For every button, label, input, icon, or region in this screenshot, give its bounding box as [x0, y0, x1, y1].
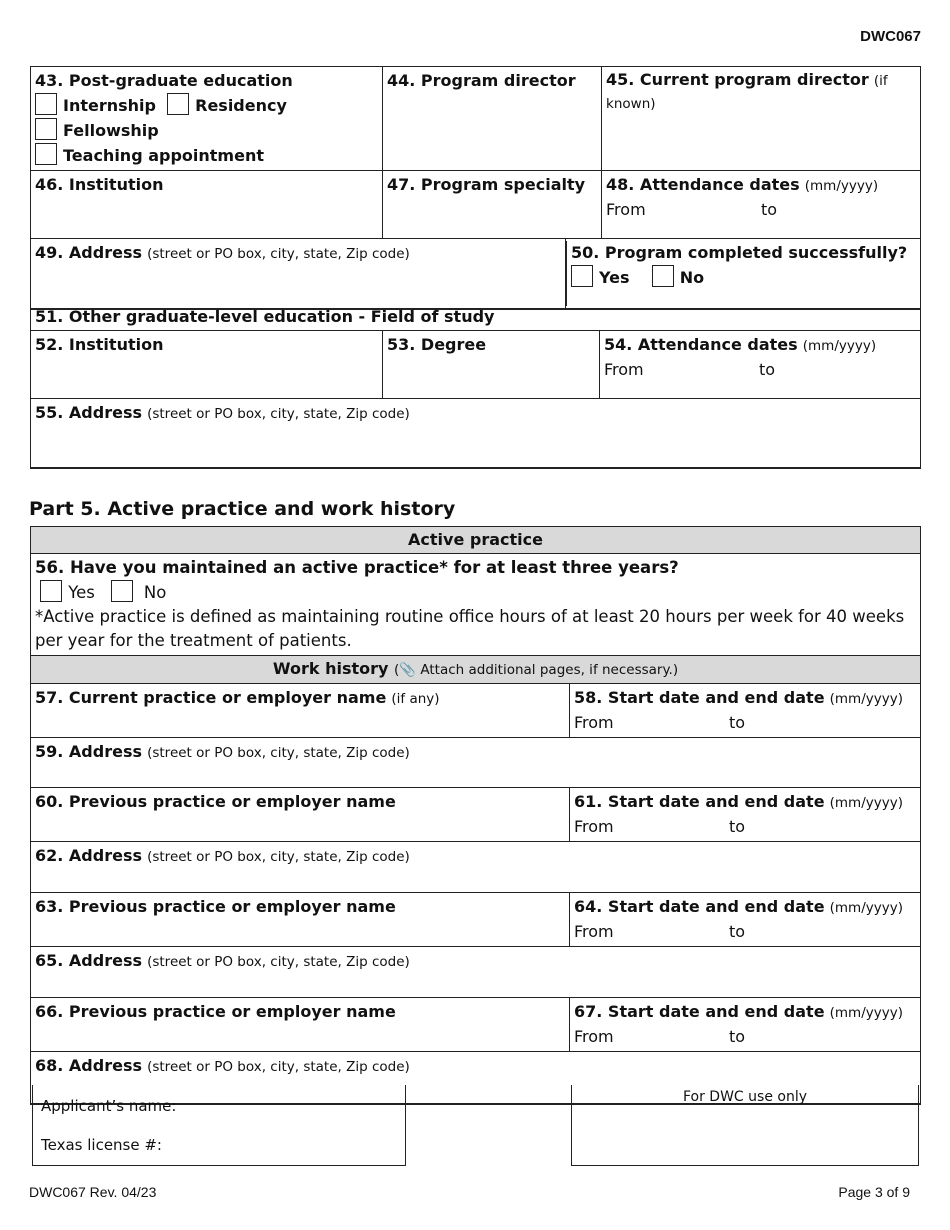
- field-48[interactable]: [602, 171, 921, 239]
- part5-title: Part 5. Active practice and work history: [29, 498, 456, 520]
- field-43: [31, 67, 383, 171]
- field-47[interactable]: [383, 171, 602, 239]
- fellowship-label: Fellowship: [63, 121, 159, 140]
- field-59[interactable]: [31, 738, 921, 788]
- field-58[interactable]: [570, 684, 921, 738]
- field-65-note: (street or PO box, city, state, Zip code): [147, 954, 410, 970]
- field-44-label: 44. Program director: [387, 71, 576, 90]
- field-65[interactable]: [31, 947, 921, 998]
- dwc-use-label: For DWC use only: [682, 1089, 808, 1105]
- field-58-to: to: [729, 713, 746, 732]
- field-55-note: (street or PO box, city, state, Zip code): [147, 406, 410, 422]
- field-59-label: 59. Address: [35, 742, 142, 761]
- field-67-label: 67. Start date and end date: [574, 1002, 825, 1021]
- other-education-table: [30, 304, 921, 469]
- field-66[interactable]: [31, 998, 570, 1052]
- field-61-note: (mm/yyyy): [829, 795, 903, 811]
- license-label: Texas license #:: [41, 1136, 162, 1154]
- dwc-use-box: [571, 1085, 919, 1166]
- field-50: [566, 239, 921, 310]
- field-57-label: 57. Current practice or employer name: [35, 688, 387, 707]
- field-56-note: *Active practice is defined as maintaining routine office hours of at least 20 hours per week for 40 weeks per year for the treatment of patients.: [35, 607, 905, 650]
- paperclip-icon: 📎: [399, 662, 417, 678]
- field-45-note: (if known): [606, 73, 888, 112]
- revision-label: DWC067 Rev. 04/23: [29, 1184, 157, 1200]
- field-54[interactable]: [600, 331, 921, 399]
- field-55[interactable]: [31, 399, 921, 468]
- field-47-label: 47. Program specialty: [387, 175, 586, 194]
- internship-label: Internship: [63, 96, 156, 115]
- field-58-note: (mm/yyyy): [829, 691, 903, 707]
- field-49[interactable]: [31, 239, 566, 310]
- field-63[interactable]: [31, 893, 570, 947]
- field-45-label: 45. Current program director: [606, 70, 869, 89]
- form-number: DWC067: [860, 28, 921, 45]
- work-history-note: Attach additional pages, if necessary.: [420, 662, 673, 678]
- field-67-to: to: [729, 1027, 746, 1046]
- field-46-label: 46. Institution: [35, 175, 164, 194]
- field-61-from: From: [574, 817, 614, 836]
- completed-no-label: No: [679, 268, 705, 287]
- field-64-label: 64. Start date and end date: [574, 897, 825, 916]
- field-53-label: 53. Degree: [387, 335, 487, 354]
- work-history-table: [30, 526, 921, 1105]
- field-58-label: 58. Start date and end date: [574, 688, 825, 707]
- field-67-note: (mm/yyyy): [829, 1005, 903, 1021]
- field-51-label: 51. Other graduate-level education - Field of study: [35, 307, 495, 326]
- active-yes-checkbox[interactable]: [40, 580, 62, 602]
- applicant-name-label: Applicant’s name:: [41, 1097, 177, 1115]
- field-67[interactable]: [570, 998, 921, 1052]
- field-62-label: 62. Address: [35, 846, 142, 865]
- field-54-label: 54. Attendance dates: [604, 335, 798, 354]
- field-48-from: From: [606, 200, 646, 219]
- work-history-header: Work history (📎 Attach additional pages, if necessary.): [31, 656, 921, 684]
- post-graduate-table: [30, 66, 921, 310]
- residency-checkbox[interactable]: [167, 93, 189, 115]
- field-63-label: 63. Previous practice or employer name: [35, 897, 396, 916]
- field-57[interactable]: [31, 684, 570, 738]
- fellowship-checkbox[interactable]: [35, 118, 57, 140]
- completed-no-checkbox[interactable]: [652, 265, 674, 287]
- residency-label: Residency: [195, 96, 287, 115]
- field-49-note: (street or PO box, city, state, Zip code): [147, 246, 410, 262]
- applicant-box: [32, 1085, 406, 1166]
- active-practice-header: Active practice: [31, 527, 921, 554]
- field-49-label: 49. Address: [35, 243, 142, 262]
- field-64-from: From: [574, 922, 614, 941]
- field-64-to: to: [729, 922, 746, 941]
- completed-yes-label: Yes: [599, 268, 630, 287]
- field-52[interactable]: [31, 331, 383, 399]
- field-64[interactable]: [570, 893, 921, 947]
- field-48-to: to: [761, 200, 778, 219]
- field-58-from: From: [574, 713, 614, 732]
- field-65-label: 65. Address: [35, 951, 142, 970]
- active-no-checkbox[interactable]: [111, 580, 133, 602]
- field-56: [31, 554, 921, 656]
- field-52-label: 52. Institution: [35, 335, 164, 354]
- field-50-label: 50. Program completed successfully?: [571, 243, 908, 262]
- active-yes-label: Yes: [68, 583, 95, 602]
- field-56-label: 56. Have you maintained an active practice* for at least three years?: [35, 558, 679, 577]
- teaching-checkbox[interactable]: [35, 143, 57, 165]
- field-53[interactable]: [383, 331, 600, 399]
- field-66-label: 66. Previous practice or employer name: [35, 1002, 396, 1021]
- field-57-note: (if any): [391, 691, 440, 707]
- work-history-title: Work history: [272, 659, 389, 678]
- field-67-from: From: [574, 1027, 614, 1046]
- field-55-label: 55. Address: [35, 403, 142, 422]
- field-48-label: 48. Attendance dates: [606, 175, 800, 194]
- field-60-label: 60. Previous practice or employer name: [35, 792, 396, 811]
- field-54-to: to: [759, 360, 776, 379]
- teaching-label: Teaching appointment: [63, 146, 264, 165]
- field-48-note: (mm/yyyy): [804, 178, 879, 194]
- field-68-note: (street or PO box, city, state, Zip code): [147, 1059, 410, 1075]
- field-54-from: From: [604, 360, 644, 379]
- field-62[interactable]: [31, 842, 921, 893]
- active-no-label: No: [143, 583, 167, 602]
- field-61[interactable]: [570, 788, 921, 842]
- field-61-label: 61. Start date and end date: [574, 792, 825, 811]
- field-60[interactable]: [31, 788, 570, 842]
- field-54-note: (mm/yyyy): [802, 338, 877, 354]
- field-59-note: (street or PO box, city, state, Zip code): [147, 745, 410, 761]
- internship-checkbox[interactable]: [35, 93, 57, 115]
- field-45[interactable]: [602, 67, 921, 171]
- page-number: Page 3 of 9: [838, 1184, 910, 1200]
- field-61-to: to: [729, 817, 746, 836]
- field-43-label: 43. Post-graduate education: [35, 71, 293, 90]
- completed-yes-checkbox[interactable]: [571, 265, 593, 287]
- field-62-note: (street or PO box, city, state, Zip code): [147, 849, 410, 865]
- field-51[interactable]: [31, 304, 921, 331]
- field-64-note: (mm/yyyy): [829, 900, 903, 916]
- field-68-label: 68. Address: [35, 1056, 142, 1075]
- field-44[interactable]: [383, 67, 602, 171]
- field-46[interactable]: [31, 171, 383, 239]
